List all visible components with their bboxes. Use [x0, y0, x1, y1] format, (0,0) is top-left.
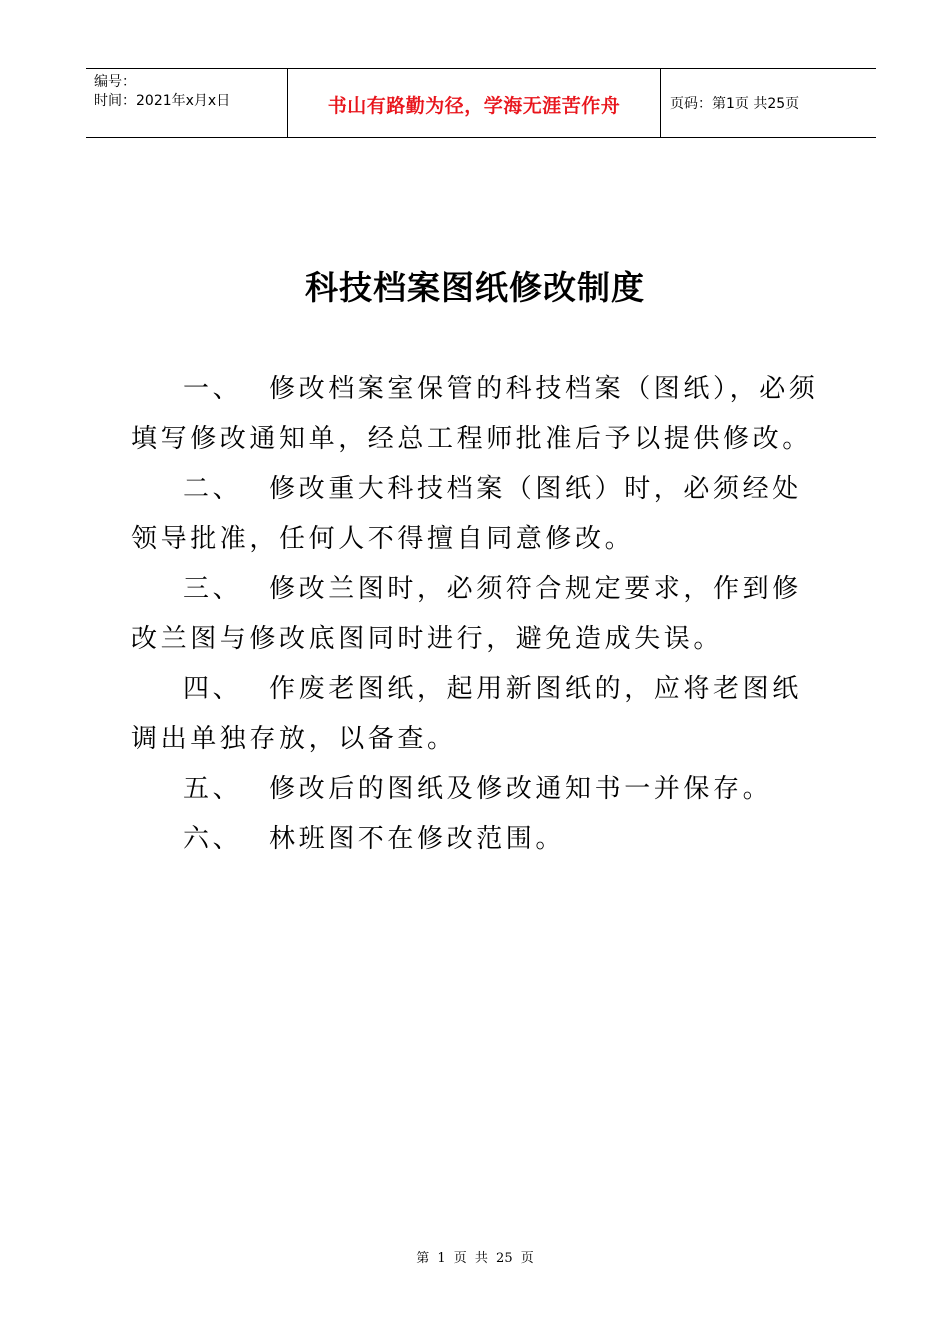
paragraph-4	[131, 664, 831, 764]
paragraph-text: 修改重大科技档案（图纸）时，必须经处领导批准，任何人不得擅自同意修改。	[131, 474, 802, 554]
item-number: 五、	[183, 774, 243, 804]
paragraph-text: 修改兰图时，必须符合规定要求，作到修改兰图与修改底图同时进行，避免造成失误。	[131, 574, 802, 654]
item-number: 二、	[183, 474, 243, 504]
item-number: 一、	[183, 374, 243, 404]
item-number: 六、	[183, 824, 243, 854]
header-divider	[660, 69, 661, 137]
header-meta	[94, 73, 284, 111]
paragraph-1	[131, 364, 831, 464]
document-title: 科技档案图纸修改制度	[305, 268, 645, 307]
header-page-info: 页码：第1页 共25页	[670, 96, 800, 112]
document-time: 时间：2021年x月x日	[94, 93, 231, 109]
paragraph-5	[131, 764, 831, 814]
paragraph-2	[131, 464, 831, 564]
document-header	[86, 68, 876, 138]
paragraph-6	[131, 814, 831, 864]
paragraph-text: 作废老图纸，起用新图纸的，应将老图纸调出单独存放，以备查。	[131, 674, 802, 754]
item-number: 四、	[183, 674, 243, 704]
paragraph-text: 修改档案室保管的科技档案（图纸），必须填写修改通知单，经总工程师批准后予以提供修改。	[131, 374, 819, 454]
paragraph-3	[131, 564, 831, 664]
document-body	[131, 364, 831, 864]
page-footer: 第 1 页 共 25 页	[416, 1251, 534, 1266]
paragraph-text: 林班图不在修改范围。	[269, 824, 566, 854]
header-motto: 书山有路勤为径，学海无涯苦作舟	[327, 95, 621, 117]
document-number-label: 编号：	[94, 74, 136, 90]
paragraph-text: 修改后的图纸及修改通知书一并保存。	[269, 774, 773, 804]
item-number: 三、	[183, 574, 243, 604]
